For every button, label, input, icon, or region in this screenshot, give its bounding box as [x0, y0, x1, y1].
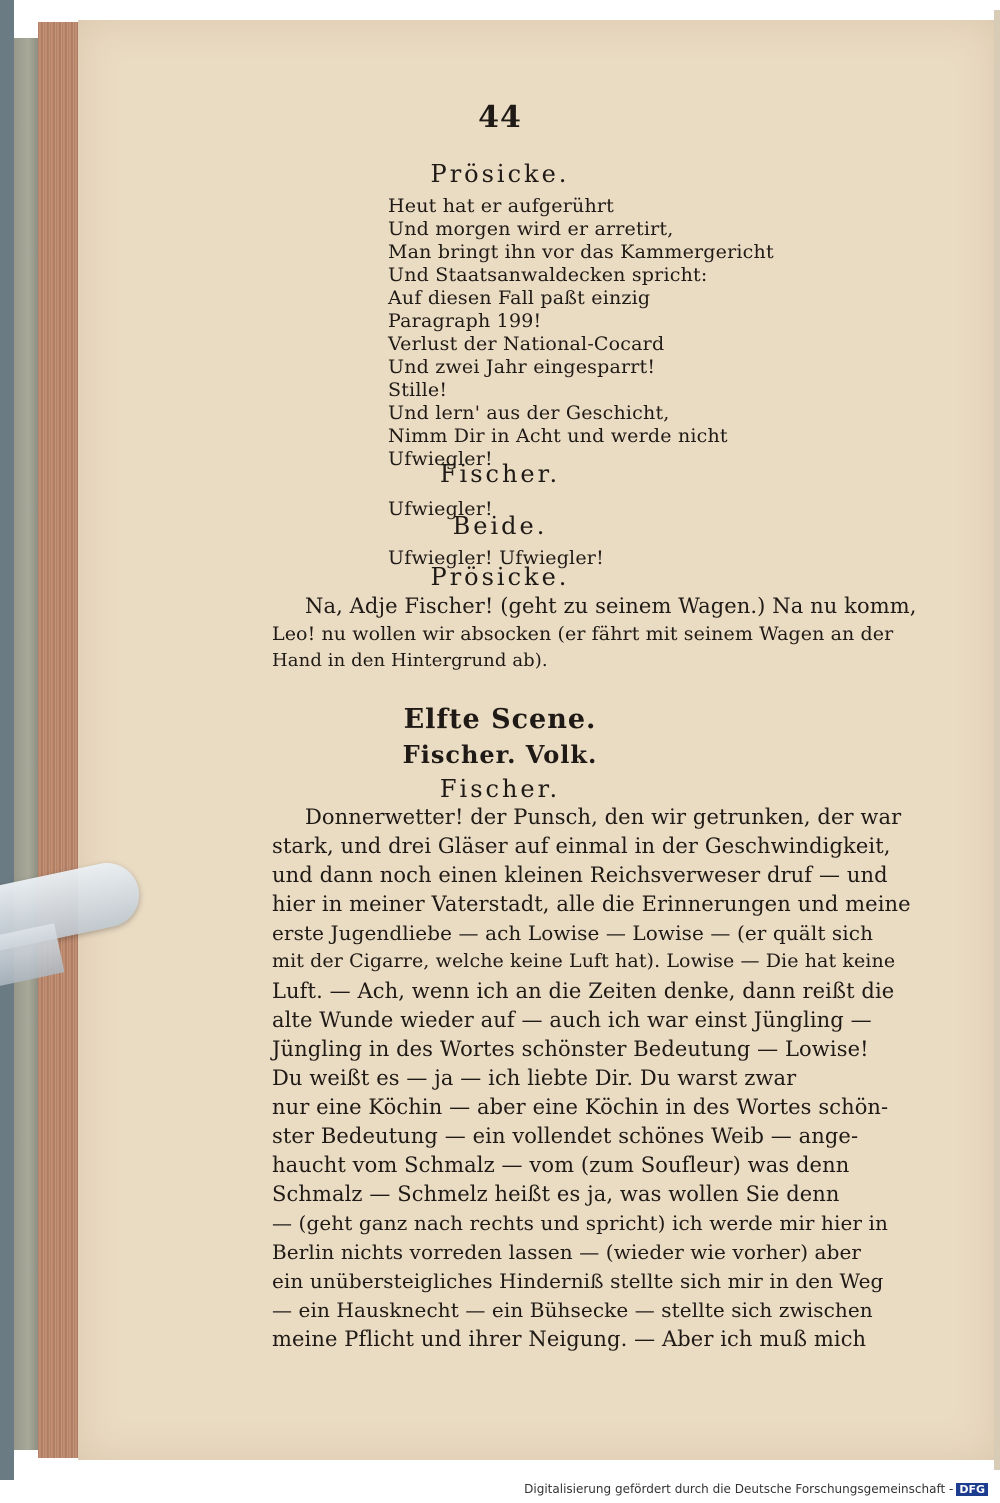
verse-line: Paragraph 199! — [388, 310, 542, 332]
verse-line: Auf diesen Fall paßt einzig — [388, 287, 651, 309]
prose-line: alte Wunde wieder auf — auch ich war einst Jüngling — — [272, 1008, 872, 1032]
prose-line: meine Pflicht und ihrer Neigung. — Aber ich muß mich — [272, 1327, 867, 1351]
beide-line: Ufwiegler! Ufwiegler! — [388, 547, 604, 569]
verse-line: Und Staatsanwaldecken spricht: — [388, 264, 708, 286]
scene-title: Elfte Scene. — [403, 704, 597, 735]
prose-line: — ein Hausknecht — ein Bühsecke — stellte sich zwischen — [272, 1298, 873, 1322]
verse-line: Und morgen wird er arretirt, — [388, 218, 674, 240]
prose-line: nur eine Köchin — aber eine Köchin in des Wortes schön- — [272, 1095, 889, 1119]
prose-line: Schmalz — Schmelz heißt es ja, was wollen Sie denn — [272, 1182, 840, 1206]
prose-line: ster Bedeutung — ein vollendet schönes Weib — ange- — [272, 1124, 859, 1148]
prose-line: mit der Cigarre, welche keine Luft hat). Lowise — Die hat keine — [272, 950, 896, 972]
speaker-fischer: Fischer. — [439, 775, 561, 803]
prose-line: Jüngling in des Wortes schönster Bedeutung — Lowise! — [272, 1037, 869, 1061]
prose-line: ein unübersteigliches Hinderniß stellte sich mir in den Weg — [272, 1269, 884, 1293]
prose-line: stark, und drei Gläser auf einmal in der Geschwindigkeit, — [272, 834, 891, 858]
verse-line: Ufwiegler! — [388, 448, 493, 470]
verse-line: Stille! — [388, 379, 448, 401]
prose-line: Luft. — Ach, wenn ich an die Zeiten denke, dann reißt die — [272, 979, 895, 1003]
prose-line: erste Jugendliebe — ach Lowise — Lowise — (er quält sich — [272, 921, 874, 945]
digitization-footer — [524, 1482, 988, 1496]
prose-line: und dann noch einen kleinen Reichsverweser druf — und — [272, 863, 888, 887]
prose-line: — (geht ganz nach rechts und spricht) ich werde mir hier in — [272, 1211, 889, 1235]
speaker-proesicke: Prösicke. — [430, 563, 570, 591]
speaker-beide: Beide. — [452, 512, 548, 540]
prose-line: Hand in den Hintergrund ab). — [272, 650, 548, 671]
speaker-proesicke: Prösicke. — [430, 160, 570, 188]
scene-cast: Fischer. Volk. — [402, 740, 598, 769]
verse-line: Und zwei Jahr eingesparrt! — [388, 356, 656, 378]
prose-line: Donnerwetter! der Punsch, den wir getrunken, der war — [305, 805, 902, 829]
verse-line: Und lern' aus der Geschicht, — [388, 402, 670, 424]
dfg-logo: DFG — [956, 1483, 988, 1496]
fischer-line: Ufwiegler! — [388, 498, 493, 520]
footer-text: Digitalisierung gefördert durch die Deutsche Forschungsgemeinschaft - — [524, 1482, 954, 1496]
verse-line: Verlust der National-Cocard — [388, 333, 665, 355]
prose-line: Na, Adje Fischer! (geht zu seinem Wagen.) Na nu komm, — [305, 594, 917, 618]
verse-line: Man bringt ihn vor das Kammergericht — [388, 241, 774, 263]
prose-line: Leo! nu wollen wir absocken (er fährt mit seinem Wagen an der — [272, 623, 894, 645]
speaker-fischer: Fischer. — [439, 460, 561, 488]
prose-line: Berlin nichts vorreden lassen — (wieder wie vorher) aber — [272, 1240, 862, 1264]
prose-line: hier in meiner Vaterstadt, alle die Erinnerungen und meine — [272, 892, 911, 916]
prose-line: haucht vom Schmalz — vom (zum Soufleur) was denn — [272, 1153, 850, 1177]
page-number: 44 — [478, 100, 522, 135]
verse-line: Nimm Dir in Acht und werde nicht — [388, 425, 728, 447]
verse-line: Heut hat er aufgerührt — [388, 195, 615, 217]
prose-line: Du weißt es — ja — ich liebte Dir. Du warst zwar — [272, 1066, 797, 1090]
